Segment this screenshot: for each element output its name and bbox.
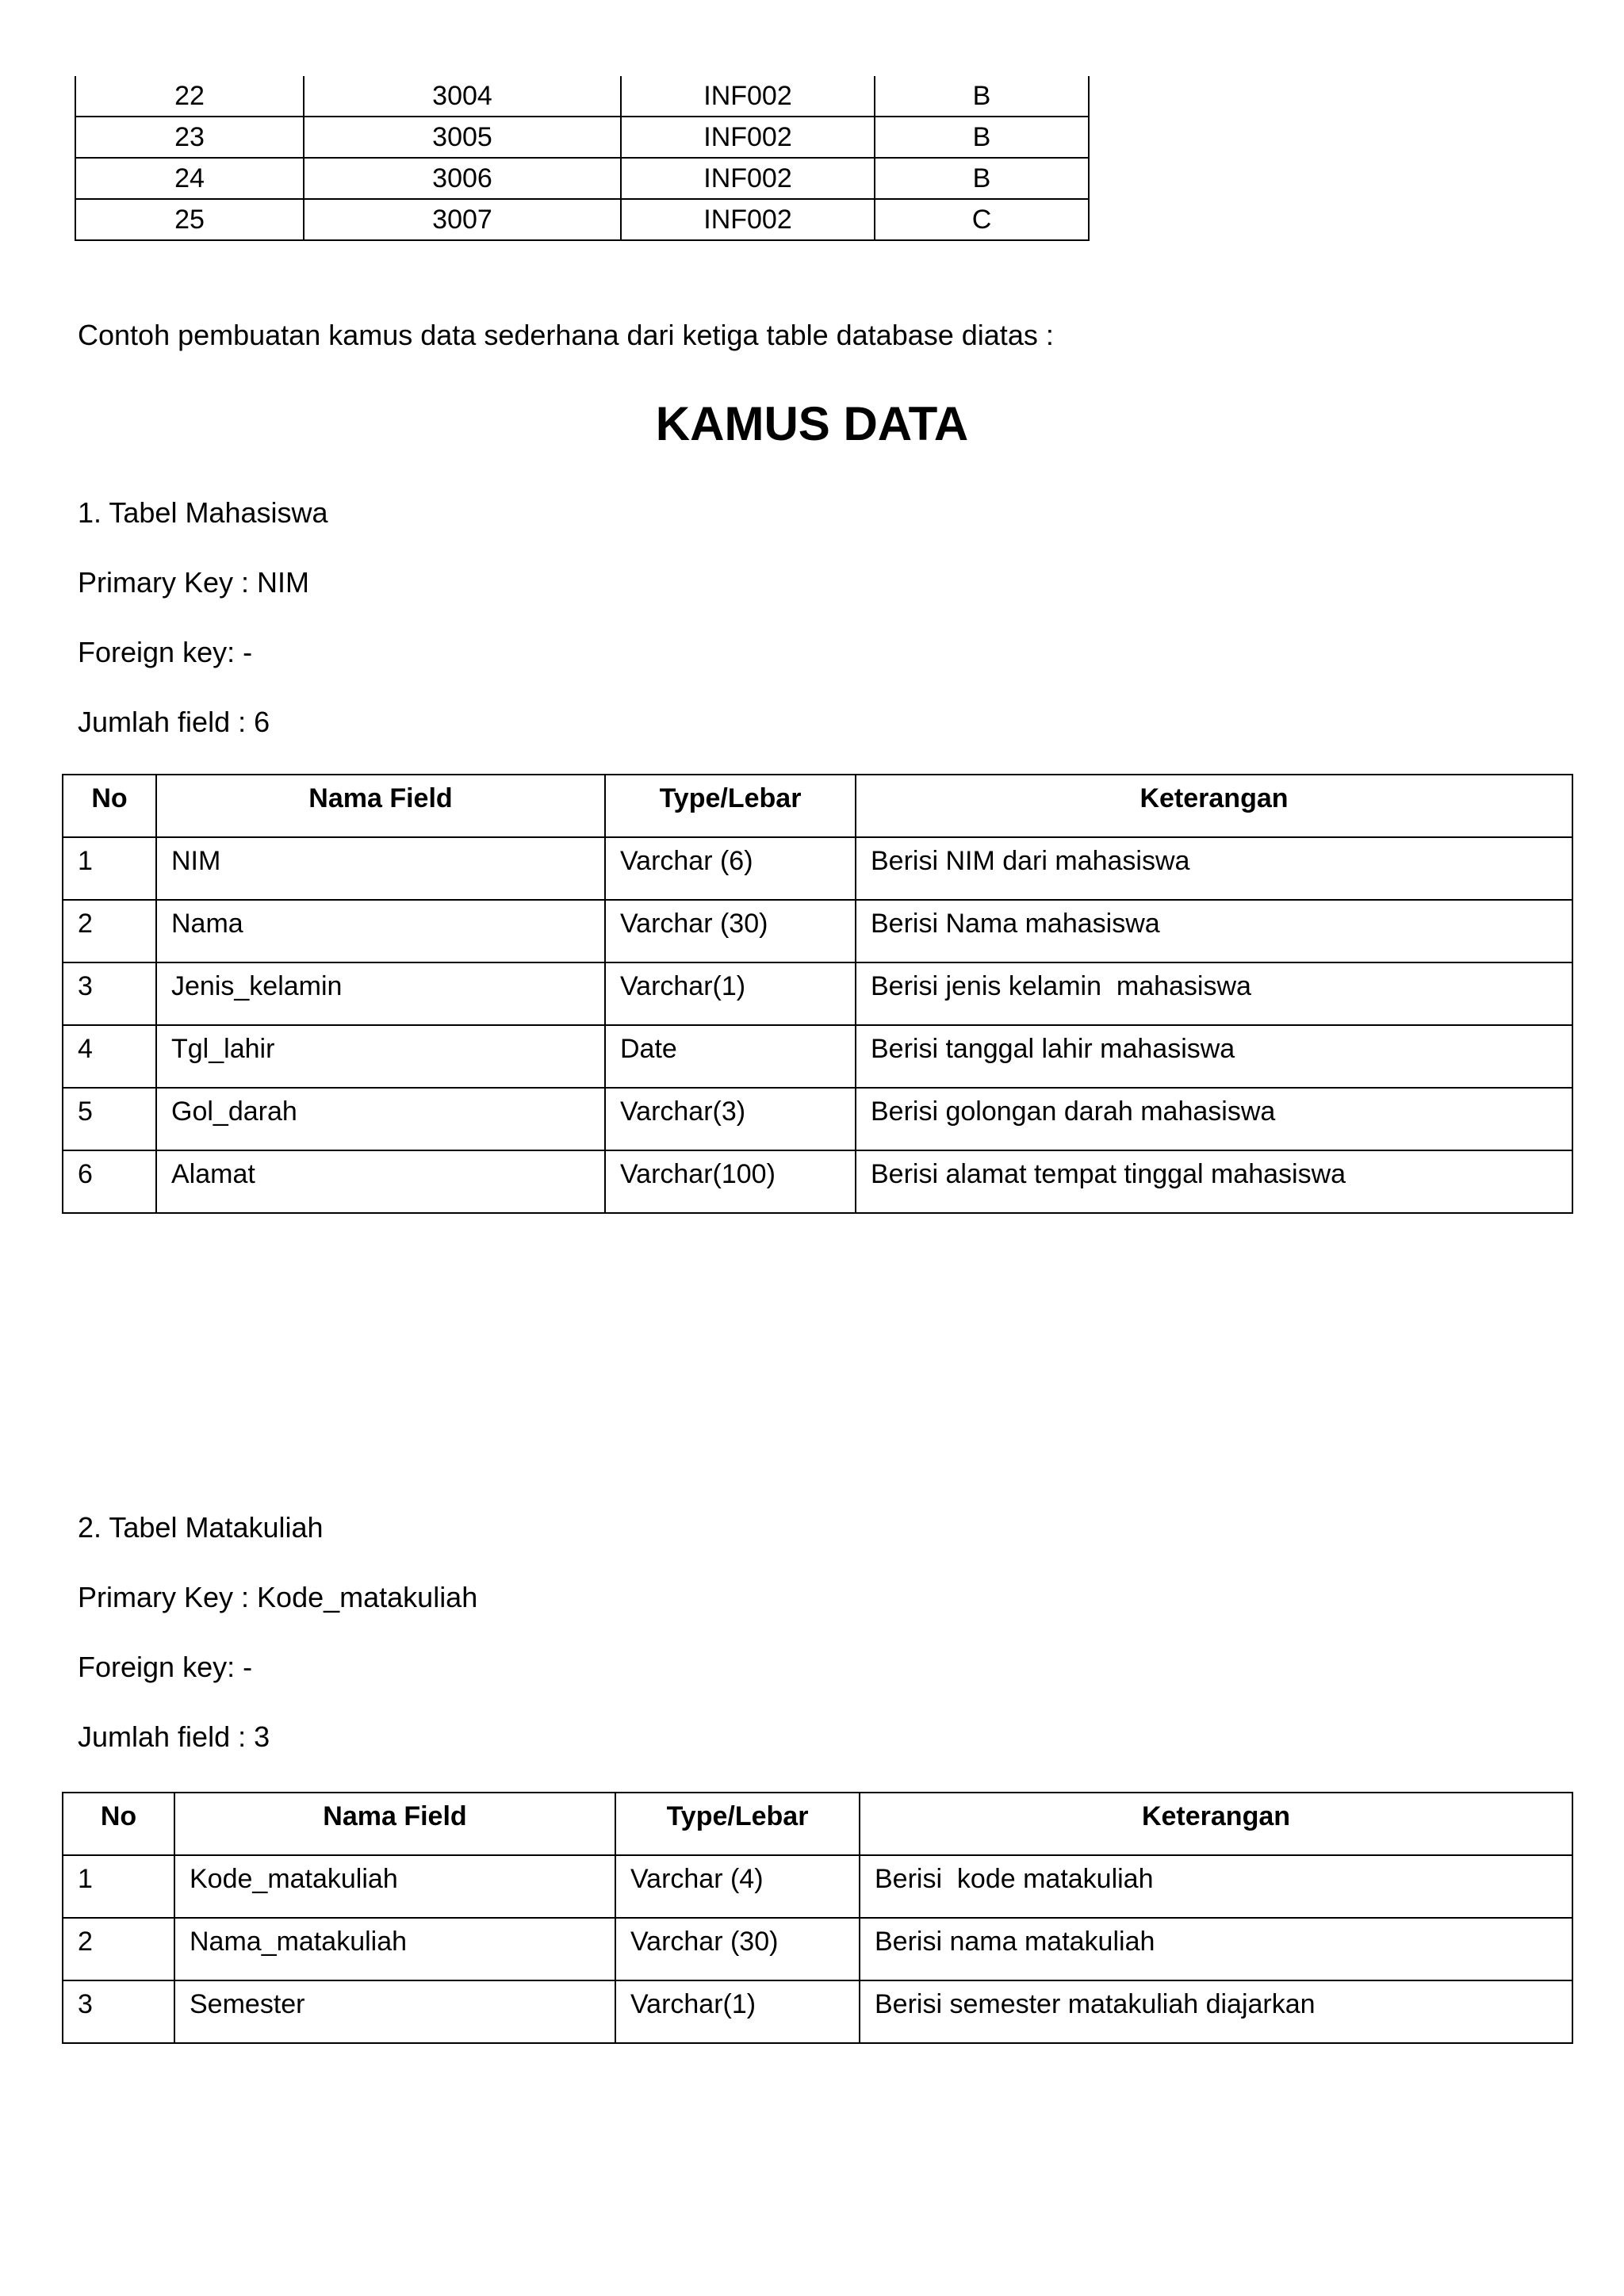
table-cell: Berisi NIM dari mahasiswa xyxy=(856,837,1572,900)
section2-heading: 2. Tabel Matakuliah xyxy=(78,1511,324,1544)
table-cell: Varchar(1) xyxy=(605,962,856,1025)
table-row xyxy=(63,962,1572,1025)
table-row xyxy=(63,1918,1572,1980)
table-cell: 24 xyxy=(75,158,304,199)
column-header: Type/Lebar xyxy=(615,1793,860,1855)
table-row xyxy=(75,158,1089,199)
table-row xyxy=(63,900,1572,962)
column-header: Nama Field xyxy=(156,775,605,837)
table-cell: 2 xyxy=(63,1918,174,1980)
table-row xyxy=(75,117,1089,158)
table-cell: INF002 xyxy=(621,199,875,240)
section1-primary-key: Primary Key : NIM xyxy=(78,566,310,599)
table-cell: Berisi alamat tempat tinggal mahasiswa xyxy=(856,1150,1572,1213)
page-title: KAMUS DATA xyxy=(655,397,969,450)
table-cell: Tgl_lahir xyxy=(156,1025,605,1088)
table-cell: Berisi semester matakuliah diajarkan xyxy=(860,1980,1572,2043)
table-cell: 23 xyxy=(75,117,304,158)
section2-field-count: Jumlah field : 3 xyxy=(78,1720,270,1753)
table-cell: 5 xyxy=(63,1088,156,1150)
table-cell: Nama_matakuliah xyxy=(174,1918,615,1980)
data-dictionary-table-mahasiswa xyxy=(62,774,1573,1214)
table-cell: 1 xyxy=(63,837,156,900)
table-cell: INF002 xyxy=(621,117,875,158)
table-cell: 3007 xyxy=(304,199,621,240)
table-cell: Gol_darah xyxy=(156,1088,605,1150)
table-row xyxy=(63,1025,1572,1088)
table-header-row xyxy=(63,775,1572,837)
table-row xyxy=(63,837,1572,900)
table-cell: 25 xyxy=(75,199,304,240)
table-cell: 6 xyxy=(63,1150,156,1213)
table-cell: 2 xyxy=(63,900,156,962)
table-cell: Kode_matakuliah xyxy=(174,1855,615,1918)
section2-foreign-key: Foreign key: - xyxy=(78,1651,253,1683)
table-cell: 22 xyxy=(75,76,304,117)
table-header-row xyxy=(63,1793,1572,1855)
table-row xyxy=(63,1088,1572,1150)
table-cell: INF002 xyxy=(621,76,875,117)
table-cell: NIM xyxy=(156,837,605,900)
table-cell: 3 xyxy=(63,1980,174,2043)
column-header: No xyxy=(63,775,156,837)
table-row xyxy=(63,1150,1572,1213)
table-cell: Semester xyxy=(174,1980,615,2043)
table-cell: 4 xyxy=(63,1025,156,1088)
table-row xyxy=(63,1980,1572,2043)
section1-foreign-key: Foreign key: - xyxy=(78,636,253,668)
table-row xyxy=(75,76,1089,117)
table-cell: 3005 xyxy=(304,117,621,158)
table-cell: 3 xyxy=(63,962,156,1025)
table-cell: Berisi tanggal lahir mahasiswa xyxy=(856,1025,1572,1088)
intro-paragraph: Contoh pembuatan kamus data sederhana dari ketiga table database diatas : xyxy=(78,319,1054,351)
table-cell: Date xyxy=(605,1025,856,1088)
table-cell: Varchar(3) xyxy=(605,1088,856,1150)
table-cell: Varchar(1) xyxy=(615,1980,860,2043)
table-cell: Berisi kode matakuliah xyxy=(860,1855,1572,1918)
column-header: Keterangan xyxy=(860,1793,1572,1855)
table-cell: Berisi jenis kelamin mahasiswa xyxy=(856,962,1572,1025)
table-cell: Varchar (30) xyxy=(615,1918,860,1980)
table-cell: 1 xyxy=(63,1855,174,1918)
column-header: No xyxy=(63,1793,174,1855)
table-cell: Varchar (30) xyxy=(605,900,856,962)
column-header: Nama Field xyxy=(174,1793,615,1855)
table-cell: 3004 xyxy=(304,76,621,117)
section1-heading: 1. Tabel Mahasiswa xyxy=(78,496,328,529)
table-cell: Jenis_kelamin xyxy=(156,962,605,1025)
table-row xyxy=(63,1855,1572,1918)
data-dictionary-table-matakuliah xyxy=(62,1792,1573,2044)
section1-field-count: Jumlah field : 6 xyxy=(78,706,270,738)
column-header: Keterangan xyxy=(856,775,1572,837)
table-cell: Varchar(100) xyxy=(605,1150,856,1213)
column-header: Type/Lebar xyxy=(605,775,856,837)
table-cell: B xyxy=(875,158,1089,199)
grades-table-continuation xyxy=(75,76,1090,241)
table-cell: Varchar (6) xyxy=(605,837,856,900)
table-cell: Berisi nama matakuliah xyxy=(860,1918,1572,1980)
table-cell: Berisi Nama mahasiswa xyxy=(856,900,1572,962)
table-cell: 3006 xyxy=(304,158,621,199)
table-cell: INF002 xyxy=(621,158,875,199)
table-cell: B xyxy=(875,117,1089,158)
table-cell: Nama xyxy=(156,900,605,962)
table-row xyxy=(75,199,1089,240)
table-cell: Alamat xyxy=(156,1150,605,1213)
table-cell: Berisi golongan darah mahasiswa xyxy=(856,1088,1572,1150)
table-cell: B xyxy=(875,76,1089,117)
section2-primary-key: Primary Key : Kode_matakuliah xyxy=(78,1581,478,1613)
table-cell: Varchar (4) xyxy=(615,1855,860,1918)
table-cell: C xyxy=(875,199,1089,240)
